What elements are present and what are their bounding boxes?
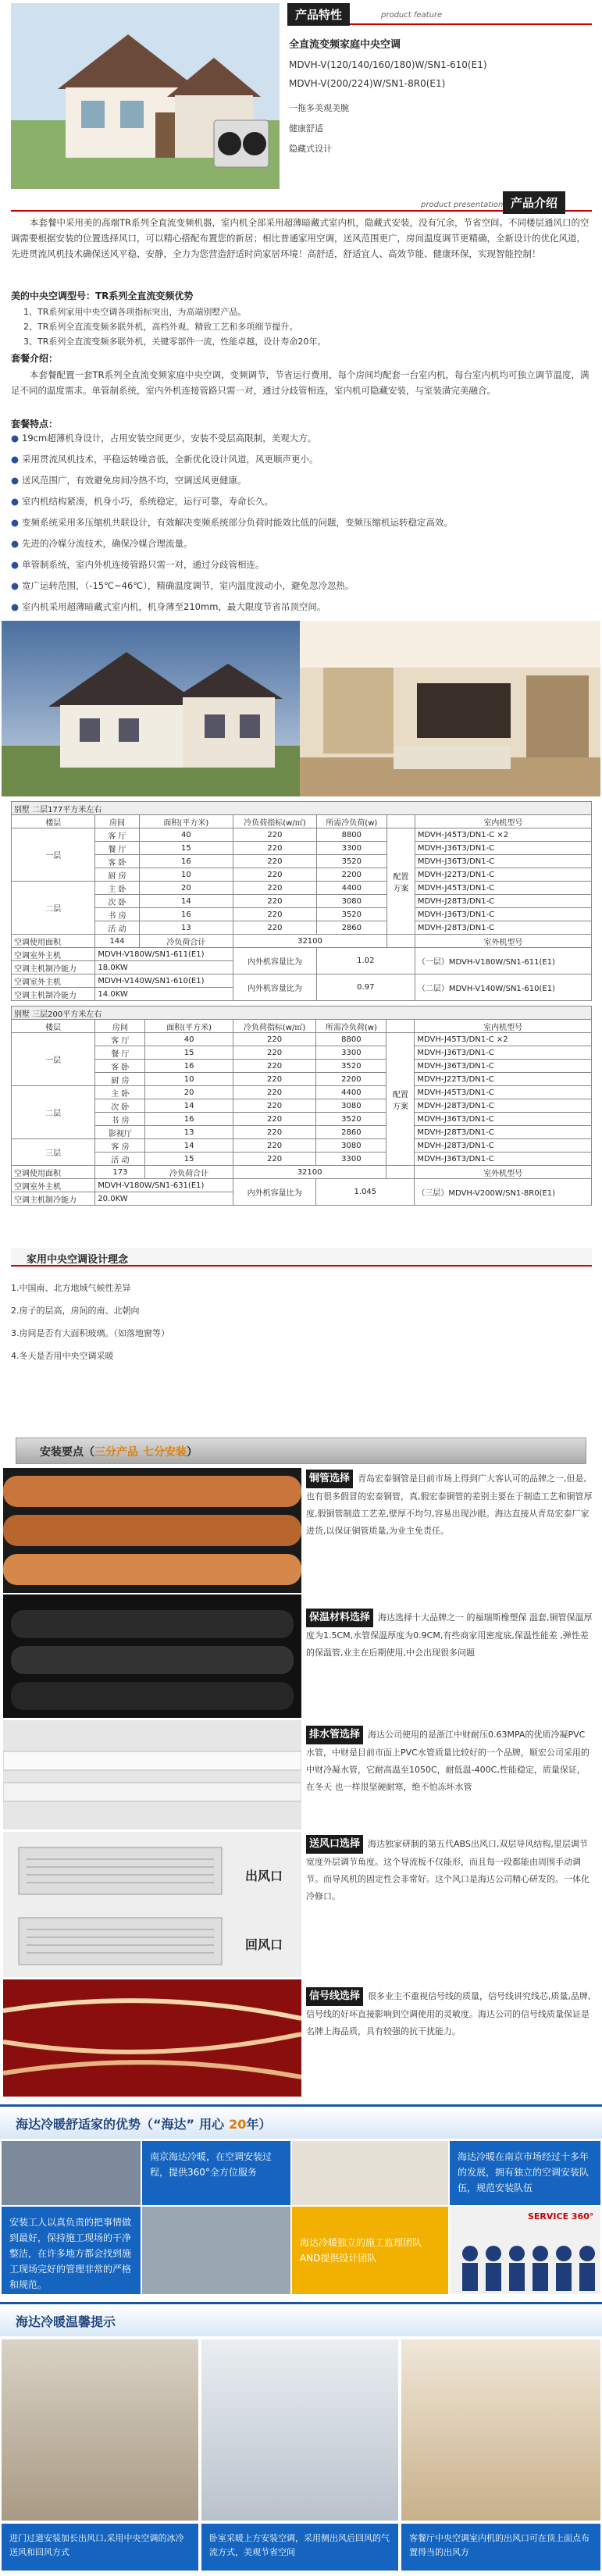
package-title: 套餐介绍： bbox=[11, 353, 59, 364]
table-row: 空调使用面积 173 冷负荷合计 32100 室外机型号 bbox=[12, 1166, 592, 1179]
load-table-1 bbox=[11, 801, 592, 1001]
table-header: 面积(平方米) bbox=[139, 815, 233, 828]
table-header: 房间 bbox=[95, 1020, 145, 1033]
table-header: 所需冷负荷(w) bbox=[316, 1020, 386, 1033]
feature-name-insulation: 保温材料选择 bbox=[306, 1609, 373, 1627]
list-item: ● 变频系统采用多压缩机共联设计，有效解决变频系统部分负荷时能效比低的问题，变频压缩机运转稳定高效。 bbox=[11, 517, 454, 528]
living-room-photo bbox=[300, 621, 600, 796]
feature-name-vent: 送风口选择 bbox=[306, 1835, 363, 1854]
table-row: 空调室外主机 MDVH-V140W/SN1-610(E1) 内外机容量比为 0.97 （二层）MDVH-V140W/SN1-610(E1) bbox=[12, 974, 592, 988]
tip-1: 进门过道安装加长出风口,采用中央空调的冰冷送风和回风方式 bbox=[2, 2524, 198, 2571]
table-header bbox=[386, 815, 415, 828]
haida-box-2: 海达冷暖在南京市场经过十多年的发展，拥有独立的空调安装队伍，规范安装队伍 bbox=[450, 2141, 600, 2205]
table-header bbox=[386, 1020, 415, 1033]
service-team-photo bbox=[450, 2207, 600, 2294]
list-item: ● 室内机采用超薄暗藏式室内机，机身薄至210mm，最大限度节省吊顶空间。 bbox=[11, 601, 326, 612]
service-logo: SERVICE 360° bbox=[528, 2211, 594, 2221]
table-row: 餐 厅 15 220 3300 MDVH-J36T3/DN1-C bbox=[12, 1046, 592, 1060]
bullet-icon: ● bbox=[11, 559, 20, 570]
table-header: 楼层 bbox=[12, 1020, 95, 1033]
table-row: 空调室外主机 MDVH-V180W/SN1-631(E1) 内外机容量比为 1.045 （三层）MDVH-V200W/SN1-8R0(E1) bbox=[12, 1179, 592, 1192]
feature-name-copper: 铜管选择 bbox=[306, 1470, 353, 1488]
worker-photo bbox=[292, 2141, 448, 2205]
table-row: 二层 主 卧 20 220 4400 MDVH-J45T3/DN1-C bbox=[12, 1086, 592, 1099]
table-row: 书 房 16 220 3520 MDVH-J36T3/DN1-C bbox=[12, 1113, 592, 1126]
table-header: 所需冷负荷(w) bbox=[316, 815, 386, 828]
install-photo bbox=[142, 2207, 290, 2294]
list-item: ● 单管制系统，室内外机连接管路只需一对，通过分歧管相连。 bbox=[11, 559, 265, 570]
product-name: 全直流变频家庭中央空调 bbox=[289, 39, 401, 51]
table-header: 冷负荷指标(w/㎡) bbox=[233, 815, 317, 828]
bullet-icon: ● bbox=[11, 475, 20, 486]
table-row: 空调主机制冷能力 20.0KW bbox=[12, 1192, 592, 1206]
vent-out-label: 出风口 bbox=[245, 1869, 283, 1883]
bullet-icon: ● bbox=[11, 601, 20, 612]
table-header: 室内机型号 bbox=[415, 1020, 592, 1033]
list-item: ● 室内机结构紧凑，机身小巧，系统稳定，运行可靠，寿命长久。 bbox=[11, 496, 274, 507]
product-model-1: MDVH-V(120/140/160/180)W/SN1-610(E1) bbox=[289, 59, 487, 70]
tip-2: 卧室采暖上方安装空调，采用侧出风后回风的气流方式，美观节省空间 bbox=[201, 2524, 398, 2571]
concept-item: 4.冬天是否用中央空调采暖 bbox=[11, 1351, 114, 1361]
table-row: 客 卧 16 220 3520 MDVH-J36T3/DN1-C bbox=[12, 1060, 592, 1073]
table-row: 空调主机制冷能力 14.0KW bbox=[12, 988, 592, 1001]
table-row: 空调室外主机 MDVH-V180W/SN1-611(E1) 内外机容量比为 1.02 （一层）MDVH-V180W/SN1-611(E1) bbox=[12, 948, 592, 961]
copper-pipe-image bbox=[3, 1468, 301, 1593]
table-row: 二层 主 卧 20 220 4400 MDVH-J45T3/DN1-C bbox=[12, 882, 592, 895]
haida-box-4: 海达冷暖独立的施工监理团队AND提供设计团队 bbox=[292, 2207, 448, 2294]
feature-text-vent: 海达独家研制的第五代ABS出风口,双层导风结构,里层调节宽度外层调节角度。这个导流板不仅能形，而且每一段都能由周围手动调节。而导风机的固定性会非常好。这个风口是海达公司精心研发的。一体化冷修口。 bbox=[306, 1839, 590, 1901]
feature-name-drain: 排水管选择 bbox=[306, 1726, 363, 1744]
table-row: 活 动 13 220 2860 MDVH-J28T3/DN1-C bbox=[12, 921, 592, 935]
advantages-title: 套餐特点： bbox=[11, 419, 59, 429]
table-row: 一层 客 厅 40 220 8800 配置方案 MDVH-J45T3/DN1-C ×2 bbox=[12, 1033, 592, 1046]
section-title-presentation: 产品介绍 bbox=[503, 191, 565, 214]
bullet-icon: ● bbox=[11, 538, 20, 549]
insulation-image bbox=[3, 1594, 301, 1718]
table-row: 厨 房 10 220 2200 MDVH-J22T3/DN1-C bbox=[12, 868, 592, 882]
corridor-photo bbox=[2, 2339, 198, 2521]
table-row: 活 动 15 220 3300 MDVH-J36T3/DN1-C bbox=[12, 1153, 592, 1166]
section-subtitle-feature: product feature bbox=[381, 11, 443, 20]
dining-room-photo bbox=[401, 2339, 600, 2521]
tr-item-3: 3、TR系列全直流变频多联外机，关键零部件一流，性能卓越，设计寿命20年。 bbox=[23, 337, 326, 347]
table-row: 三层 客 房 14 220 3080 MDVH-J28T3/DN1-C bbox=[12, 1139, 592, 1153]
haida-box-3: 安装工人以真负责的把事情做到最好，保持施工现场的干净整洁，在许多地方都会找到施工现场完好的管理非常的严格和规范。 bbox=[2, 2207, 141, 2294]
table-header: 室内机型号 bbox=[415, 815, 591, 828]
product-feature-1: 一拖多美观美腕 bbox=[289, 103, 349, 113]
table-row: 次 卧 14 220 3080 MDVH-J28T3/DN1-C bbox=[12, 895, 592, 908]
product-feature-2: 健康舒适 bbox=[289, 123, 323, 134]
feature-text-drain: 海达公司使用的是浙江中财耐压0.63MPA的优质冷凝PVC水管，中财是目前市面上PVC水管质量比较好的一个品牌，顺宏公司采用的中财冷凝水管，它耐高温至1050C，耐低温-400C,性能稳定，质量保证，在冬天 也一样很坚硬耐寒，绝不怕冻坏水管 bbox=[306, 1730, 590, 1792]
house-render-image bbox=[11, 3, 280, 189]
bedroom-photo bbox=[201, 2339, 398, 2521]
haida-box-1: 南京海达冷暖，在空调安装过程，提供360°全方位服务 bbox=[142, 2141, 290, 2205]
section-subtitle-presentation: product presentation bbox=[421, 201, 504, 209]
list-item: ● 先进的冷媒分流技术，确保冷媒合理流量。 bbox=[11, 538, 193, 549]
table-row: 厨 房 10 220 2200 MDVH-J22T3/DN1-C bbox=[12, 1073, 592, 1086]
tips-title: 海达冷暖温馨提示 bbox=[0, 2302, 602, 2336]
table-row: 次 卧 14 220 3080 MDVH-J28T3/DN1-C bbox=[12, 1099, 592, 1113]
table-caption: 别墅 二层177平方米左右 bbox=[12, 802, 592, 815]
vent-return-label: 回风口 bbox=[245, 1937, 283, 1952]
concept-item: 3.房间是否有大面积玻璃。（如落地窗等） bbox=[11, 1328, 169, 1338]
air-vent-image bbox=[3, 1832, 301, 1977]
feature-text-copper: 青岛宏泰铜管是目前市场上得到广大客认可的品牌之一,但是,也有很多假冒的宏泰铜管，真,假宏泰铜管的差别主要在于制造工艺和铜管厚度,假铜管制造工艺差,壁厚不均匀,容易出现沙眼。海达直接从青岛宏泰厂家进货,以保证铜管质量,为业主免责任。 bbox=[306, 1473, 593, 1536]
section-title-feature: 产品特性 bbox=[287, 3, 350, 26]
table-header: 面积(平方米) bbox=[145, 1020, 233, 1033]
bullet-icon: ● bbox=[11, 454, 20, 465]
advantages-list bbox=[11, 428, 592, 618]
tr-title: 美的中央空调型号：TR系列全直流变频优势 bbox=[11, 290, 194, 301]
table-row: 客 卧 16 220 3520 MDVH-J36T3/DN1-C bbox=[12, 855, 592, 868]
table-row: 餐 厅 15 220 3300 MDVH-J36T3/DN1-C bbox=[12, 842, 592, 855]
bullet-icon: ● bbox=[11, 517, 20, 528]
product-model-2: MDVH-V(200/224)W/SN1-8R0(E1) bbox=[289, 78, 446, 89]
install-title: 安装要点（三分产品 七分安装） bbox=[16, 1438, 586, 1464]
intro-paragraph: 本套餐中采用美的高端TR系列全直流变频机器，室内机全部采用超薄暗藏式室内机，隐藏式安装，没有冗余，节省空间。不同楼层通风口的空调需要根据安装的位置选择风口，可以精心搭配布置您的新居；相比普通家用空调，送风范围更广，房间温度调节更精确，全新设计的优化风道，先进贯流风机技术确保送风平稳、安静，全力为您营造舒适时尚家居环境！高舒适，舒适宜人、高效节能、健康环保，实现智能控制！ bbox=[11, 217, 590, 259]
feature-text-signal: 很多业主不重视信号线的质量，信号线讲究线芯,质量,品牌,信号线的好坏直接影响到空调使用的灵敏度。海达公司的信号线质量保证是名牌上海品质，具有较强的抗干扰能力。 bbox=[306, 1991, 591, 2036]
table-header: 楼层 bbox=[12, 815, 95, 828]
table-row: 影视厅 13 220 2860 MDVH-J28T3/DN1-C bbox=[12, 1126, 592, 1139]
feature-text-insulation: 海达选择十大品牌之一 的福瑞斯橡塑保 温套,铜管保温厚度为1.5CM,水管保温厚度为0.9CM,有些商家用密度底,保温性能差 ,弹性差的保温管,业主在后期使用,中会出现很多问题 bbox=[306, 1612, 593, 1658]
product-feature-3: 隐藏式设计 bbox=[289, 144, 332, 154]
bullet-icon: ● bbox=[11, 433, 20, 444]
table-header: 房间 bbox=[95, 815, 139, 828]
load-table-2 bbox=[11, 1006, 592, 1206]
table-row: 一层 客 厅 40 220 8800 配置方案 MDVH-J45T3/DN1-C ×2 bbox=[12, 828, 592, 842]
list-item: ● 采用贯流风机技术，平稳运转噪音低，全新优化设计风道，风更顺声更小。 bbox=[11, 454, 319, 465]
list-item: ● 宽广运转范围，（-15℃~46℃），精确温度调节，室内温度波动小，避免忽冷忽热。 bbox=[11, 580, 354, 591]
tr-item-2: 2、TR系列全直流变频多联外机，高档外观、精致工艺和多项细节提升。 bbox=[23, 322, 298, 332]
team-photo-1 bbox=[2, 2141, 141, 2205]
list-item: ● 送风范围广，有效避免房间冷热不均，空调送风更健康。 bbox=[11, 475, 247, 486]
villa-photo bbox=[2, 621, 300, 796]
list-item: ● 19cm超薄机身设计，占用安装空间更少，安装不受层高限制，美观大方。 bbox=[11, 433, 317, 444]
bullet-icon: ● bbox=[11, 496, 20, 507]
concept-item: 1.中国南、北方地域气候性差异 bbox=[11, 1283, 131, 1293]
table-caption: 别墅 三层200平方米左右 bbox=[12, 1007, 592, 1020]
table-row: 空调主机制冷能力 18.0KW bbox=[12, 961, 592, 974]
table-header: 冷负荷指标(w/㎡) bbox=[233, 1020, 316, 1033]
table-row: 空调使用面积 144 冷负荷合计 32100 室外机型号 bbox=[12, 935, 592, 948]
concept-title: 家用中央空调设计理念 bbox=[27, 1254, 129, 1266]
bullet-icon: ● bbox=[11, 580, 20, 591]
table-row: 书 房 16 220 3520 MDVH-J36T3/DN1-C bbox=[12, 908, 592, 921]
signal-wire-image bbox=[3, 1979, 301, 2097]
tr-item-1: 1、TR系列家用中央空调各项指标突出，为高端别墅产品。 bbox=[23, 307, 247, 317]
concept-item: 2.房子的层高，房间的南、北朝向 bbox=[11, 1306, 140, 1316]
drain-pipe-image bbox=[3, 1720, 301, 1830]
feature-name-signal: 信号线选择 bbox=[306, 1987, 363, 2006]
haida-title: 海达冷暖舒适家的优势（“海达” 用心 20年） bbox=[0, 2104, 602, 2139]
tip-3: 客餐厅中央空调室内机的出风口可在顶上面点布置得当的出风方 bbox=[401, 2524, 600, 2571]
package-paragraph: 本套餐配置一套TR系列全直流变频家庭中央空调，变频调节，节省运行费用，每个房间均配套一台室内机，每台室内机均可独立调节温度，满足不同的温度需求。单管制系统，室内外机连接管路只需一对，通过分歧管相连，室内机可隐藏安装，与室装潢完美融合。 bbox=[11, 369, 590, 396]
